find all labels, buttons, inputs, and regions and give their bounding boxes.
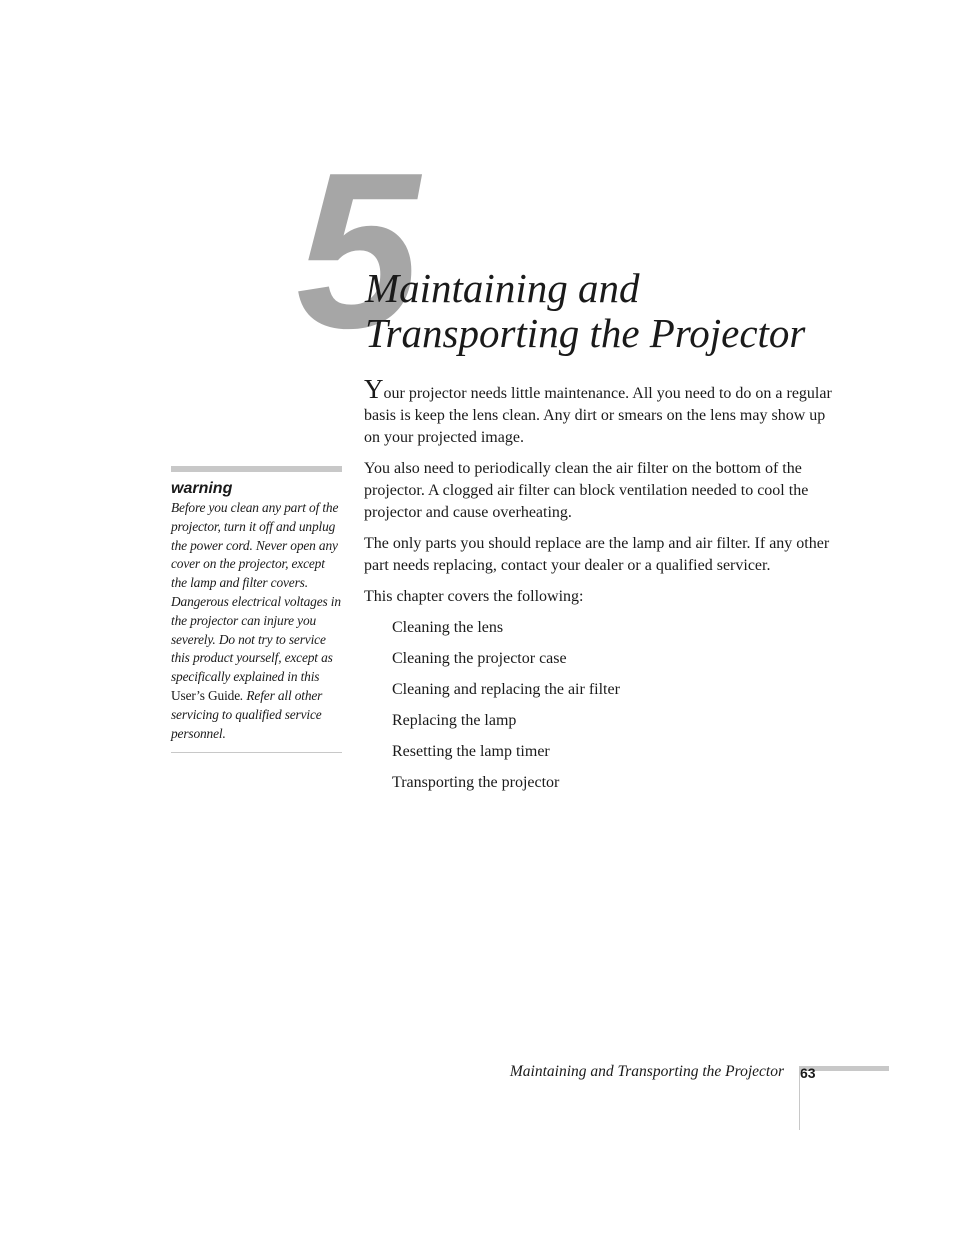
topic-list: [364, 617, 834, 794]
body-column: [364, 374, 834, 803]
chapter-title-line-1: Maintaining and: [365, 265, 640, 311]
paragraph-replace-parts: The only parts you should replace are the lamp and air filter. If any other part needs replacing, contact your dealer or a qualified servicer.: [364, 535, 830, 574]
warning-text-part-1: Before you clean any part of the projector, turn it off and unplug the power cord. Never open any cover on the projector, except the lamp and filter covers. Dangerous electrical voltages in the projector can injure you severely. Do not try to service this product yourself, except as specifically explained in this: [171, 500, 341, 685]
sidebar-bottom-rule: [171, 752, 342, 753]
intro-text: our projector needs little maintenance. All you need to do on a regular basis is keep the lens clean. Any dirt or smears on the lens may show up on your projected image.: [364, 385, 832, 446]
topic-item-lamp-timer: Resetting the lamp timer: [392, 743, 550, 760]
footer-running-title: Maintaining and Transporting the Projector: [509, 1063, 784, 1080]
topic-item-transporting: Transporting the projector: [392, 774, 560, 791]
warning-heading: warning: [171, 480, 233, 497]
sidebar-top-rule: [171, 466, 342, 472]
warning-text: [171, 499, 342, 743]
users-guide-title: User’s Guide: [171, 687, 240, 703]
intro-paragraph: [364, 374, 834, 449]
page-number: 63: [800, 1065, 816, 1081]
topic-item-cleaning-lens: Cleaning the lens: [392, 619, 504, 636]
warning-sidebar: [171, 466, 342, 753]
paragraph-air-filter: You also need to periodically clean the air filter on the bottom of the projector. A clogged air filter can block ventilation needed to cool the projector and cause overheating.: [364, 460, 809, 521]
topic-item-air-filter: Cleaning and replacing the air filter: [392, 681, 620, 698]
chapter-number: 5: [296, 127, 414, 375]
chapter-title-line-2: Transporting the Projector: [365, 310, 806, 356]
topic-item-cleaning-case: Cleaning the projector case: [392, 650, 567, 667]
topic-item-replacing-lamp: Replacing the lamp: [392, 712, 517, 729]
drop-cap: Y: [364, 374, 384, 404]
chapter-title: [365, 266, 805, 356]
warning-text-part-2: . Refer all other servicing to qualified service personnel.: [171, 687, 323, 741]
paragraph-chapter-covers: This chapter covers the following:: [364, 588, 584, 605]
